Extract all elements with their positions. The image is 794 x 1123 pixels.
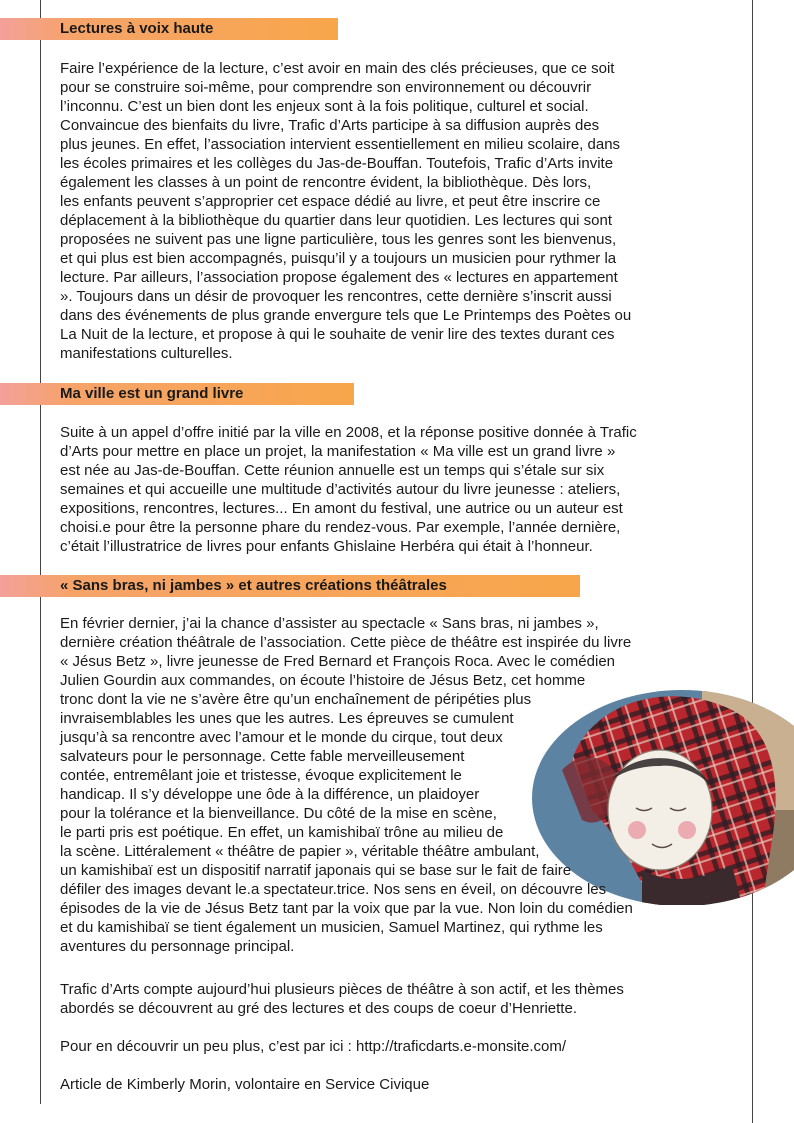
article-credit — [60, 1075, 760, 1094]
text-line: Faire l’expérience de la lecture, c’est avoir en main des clés précieuses, que ce soit — [60, 60, 615, 77]
text-line: et qui plus est bien accompagnés, puisqu’il y a toujours un musicien pour rythmer la — [60, 250, 617, 267]
text-line: tronc dont la vie ne s’avère être qu’un enchaînement de péripéties plus — [60, 691, 532, 708]
paragraph-sansbras — [60, 614, 760, 956]
text-line: proposées ne suivent pas une ligne particulière, tous les genres sont les bienvenus, — [60, 231, 617, 248]
section-title-ville: Ma ville est un grand livre — [60, 385, 244, 402]
text-line: défiler des images devant le.a spectateur.trice. Nos sens en éveil, on découvre les — [60, 881, 607, 898]
text-line: lecture. Par ailleurs, l’association propose également des « lectures en appartement — [60, 269, 618, 286]
text-line: est née au Jas-de-Bouffan. Cette réunion annuelle est un temps qui s’étale sur six — [60, 462, 605, 479]
text-line: Trafic d’Arts compte aujourd’hui plusieurs pièces de théâtre à son actif, et les thèmes — [60, 981, 624, 998]
text-line: manifestations culturelles. — [60, 345, 233, 362]
text-line: choisi.e pour être la personne phare du rendez-vous. Par exemple, l’année dernière, — [60, 519, 621, 536]
section-title-sansbras: « Sans bras, ni jambes » et autres créations théâtrales — [60, 577, 447, 594]
text-line: également les classes à un point de rencontre évident, la bibliothèque. Dès lors, — [60, 174, 592, 191]
text-line: invraisemblables les unes que les autres. Les épreuves se cumulent — [60, 710, 514, 727]
text-line: un kamishibaï est un dispositif narratif japonais qui se base sur le fait de faire — [60, 862, 572, 879]
text-line: jusqu’à sa rencontre avec l’amour et le monde du cirque, tout deux — [60, 729, 503, 746]
credit-line: Article de Kimberly Morin, volontaire en Service Civique — [60, 1076, 430, 1093]
section-header-lectures — [0, 18, 338, 40]
text-line: la scène. Littéralement « théâtre de papier », véritable théâtre ambulant, — [60, 843, 540, 860]
text-line: le parti pris est poétique. En effet, un kamishibaï trône au milieu de — [60, 824, 504, 841]
text-line: dernière création théâtrale de l’association. Cette pièce de théâtre est inspirée du livre — [60, 634, 632, 651]
website-link-line[interactable]: Pour en découvrir un peu plus, c’est par ici : http://traficdarts.e-monsite.com/ — [60, 1038, 567, 1055]
paragraph-lectures — [60, 59, 760, 363]
section-header-ville — [0, 383, 354, 405]
text-line: d’Arts pour mettre en place un projet, la manifestation « Ma ville est un grand livre » — [60, 443, 616, 460]
text-line: Suite à un appel d’offre initié par la ville en 2008, et la réponse positive donnée à Trafic — [60, 424, 637, 441]
text-line: les enfants peuvent s’approprier cet espace dédié au livre, et peut être inscrire ce — [60, 193, 601, 210]
text-line: Convaincue des bienfaits du livre, Trafic d’Arts participe à sa diffusion auprès des — [60, 117, 600, 134]
text-line: contée, entremêlant joie et tristesse, évoque explicitement le — [60, 767, 462, 784]
text-line: semaines et qui accueille une multitude d’activités autour du livre jeunesse : ateliers, — [60, 481, 621, 498]
text-line: aventures du personnage principal. — [60, 938, 295, 955]
text-line: handicap. Il s’y développe une ôde à la différence, un plaidoyer — [60, 786, 480, 803]
text-line: pour la tolérance et la bienveillance. Du côté de la mise en scène, — [60, 805, 497, 822]
text-line: « Jésus Betz », livre jeunesse de Fred Bernard et François Roca. Avec le comédien — [60, 653, 616, 670]
paragraph-ville — [60, 423, 760, 556]
section-header-sansbras — [0, 575, 580, 597]
text-line: épisodes de la vie de Jésus Betz tant par la voix que par la vue. Non loin du comédien — [60, 900, 633, 917]
text-line: déplacement à la bibliothèque du quartier dans leur quotidien. Les lectures qui sont — [60, 212, 613, 229]
text-line: c’était l’illustratrice de livres pour enfants Ghislaine Herbéra qui était à l’honneur. — [60, 538, 593, 555]
text-line: En février dernier, j’ai la chance d’assister au spectacle « Sans bras, ni jambes », — [60, 615, 599, 632]
text-line: dans des événements de plus grande envergure tels que Le Printemps des Poètes ou — [60, 307, 632, 324]
text-line: plus jeunes. En effet, l’association intervient essentiellement en milieu scolaire, dans — [60, 136, 621, 153]
text-line: salvateurs pour le personnage. Cette fable merveilleusement — [60, 748, 465, 765]
paragraph-link — [60, 1037, 760, 1056]
text-line: La Nuit de la lecture, et propose à qui le souhaite de venir lire des textes durant ces — [60, 326, 615, 343]
paragraph-repertoire — [60, 980, 760, 1018]
text-line: l’inconnu. C’est un bien dont les enjeux sont à la fois politique, culturel et social. — [60, 98, 589, 115]
text-line: et du kamishibaï se tient également un musicien, Samuel Martinez, qui rythme les — [60, 919, 603, 936]
text-line: abordés se découvrent au gré des lectures et des coups de coeur d’Henriette. — [60, 1000, 577, 1017]
text-line: ». Toujours dans un désir de provoquer les rencontres, cette dernière s’inscrit aussi — [60, 288, 612, 305]
section-title-lectures: Lectures à voix haute — [60, 20, 214, 37]
text-line: pour se construire soi-même, pour comprendre son environnement ou découvrir — [60, 79, 592, 96]
text-line: Julien Gourdin aux commandes, on écoute l’histoire de Jésus Betz, cet homme — [60, 672, 586, 689]
text-line: les écoles primaires et les collèges du Jas-de-Bouffan. Toutefois, Trafic d’Arts invite — [60, 155, 614, 172]
text-line: expositions, rencontres, lectures... En amont du festival, une autrice ou un auteur est — [60, 500, 623, 517]
left-margin-rule — [40, 0, 41, 1104]
